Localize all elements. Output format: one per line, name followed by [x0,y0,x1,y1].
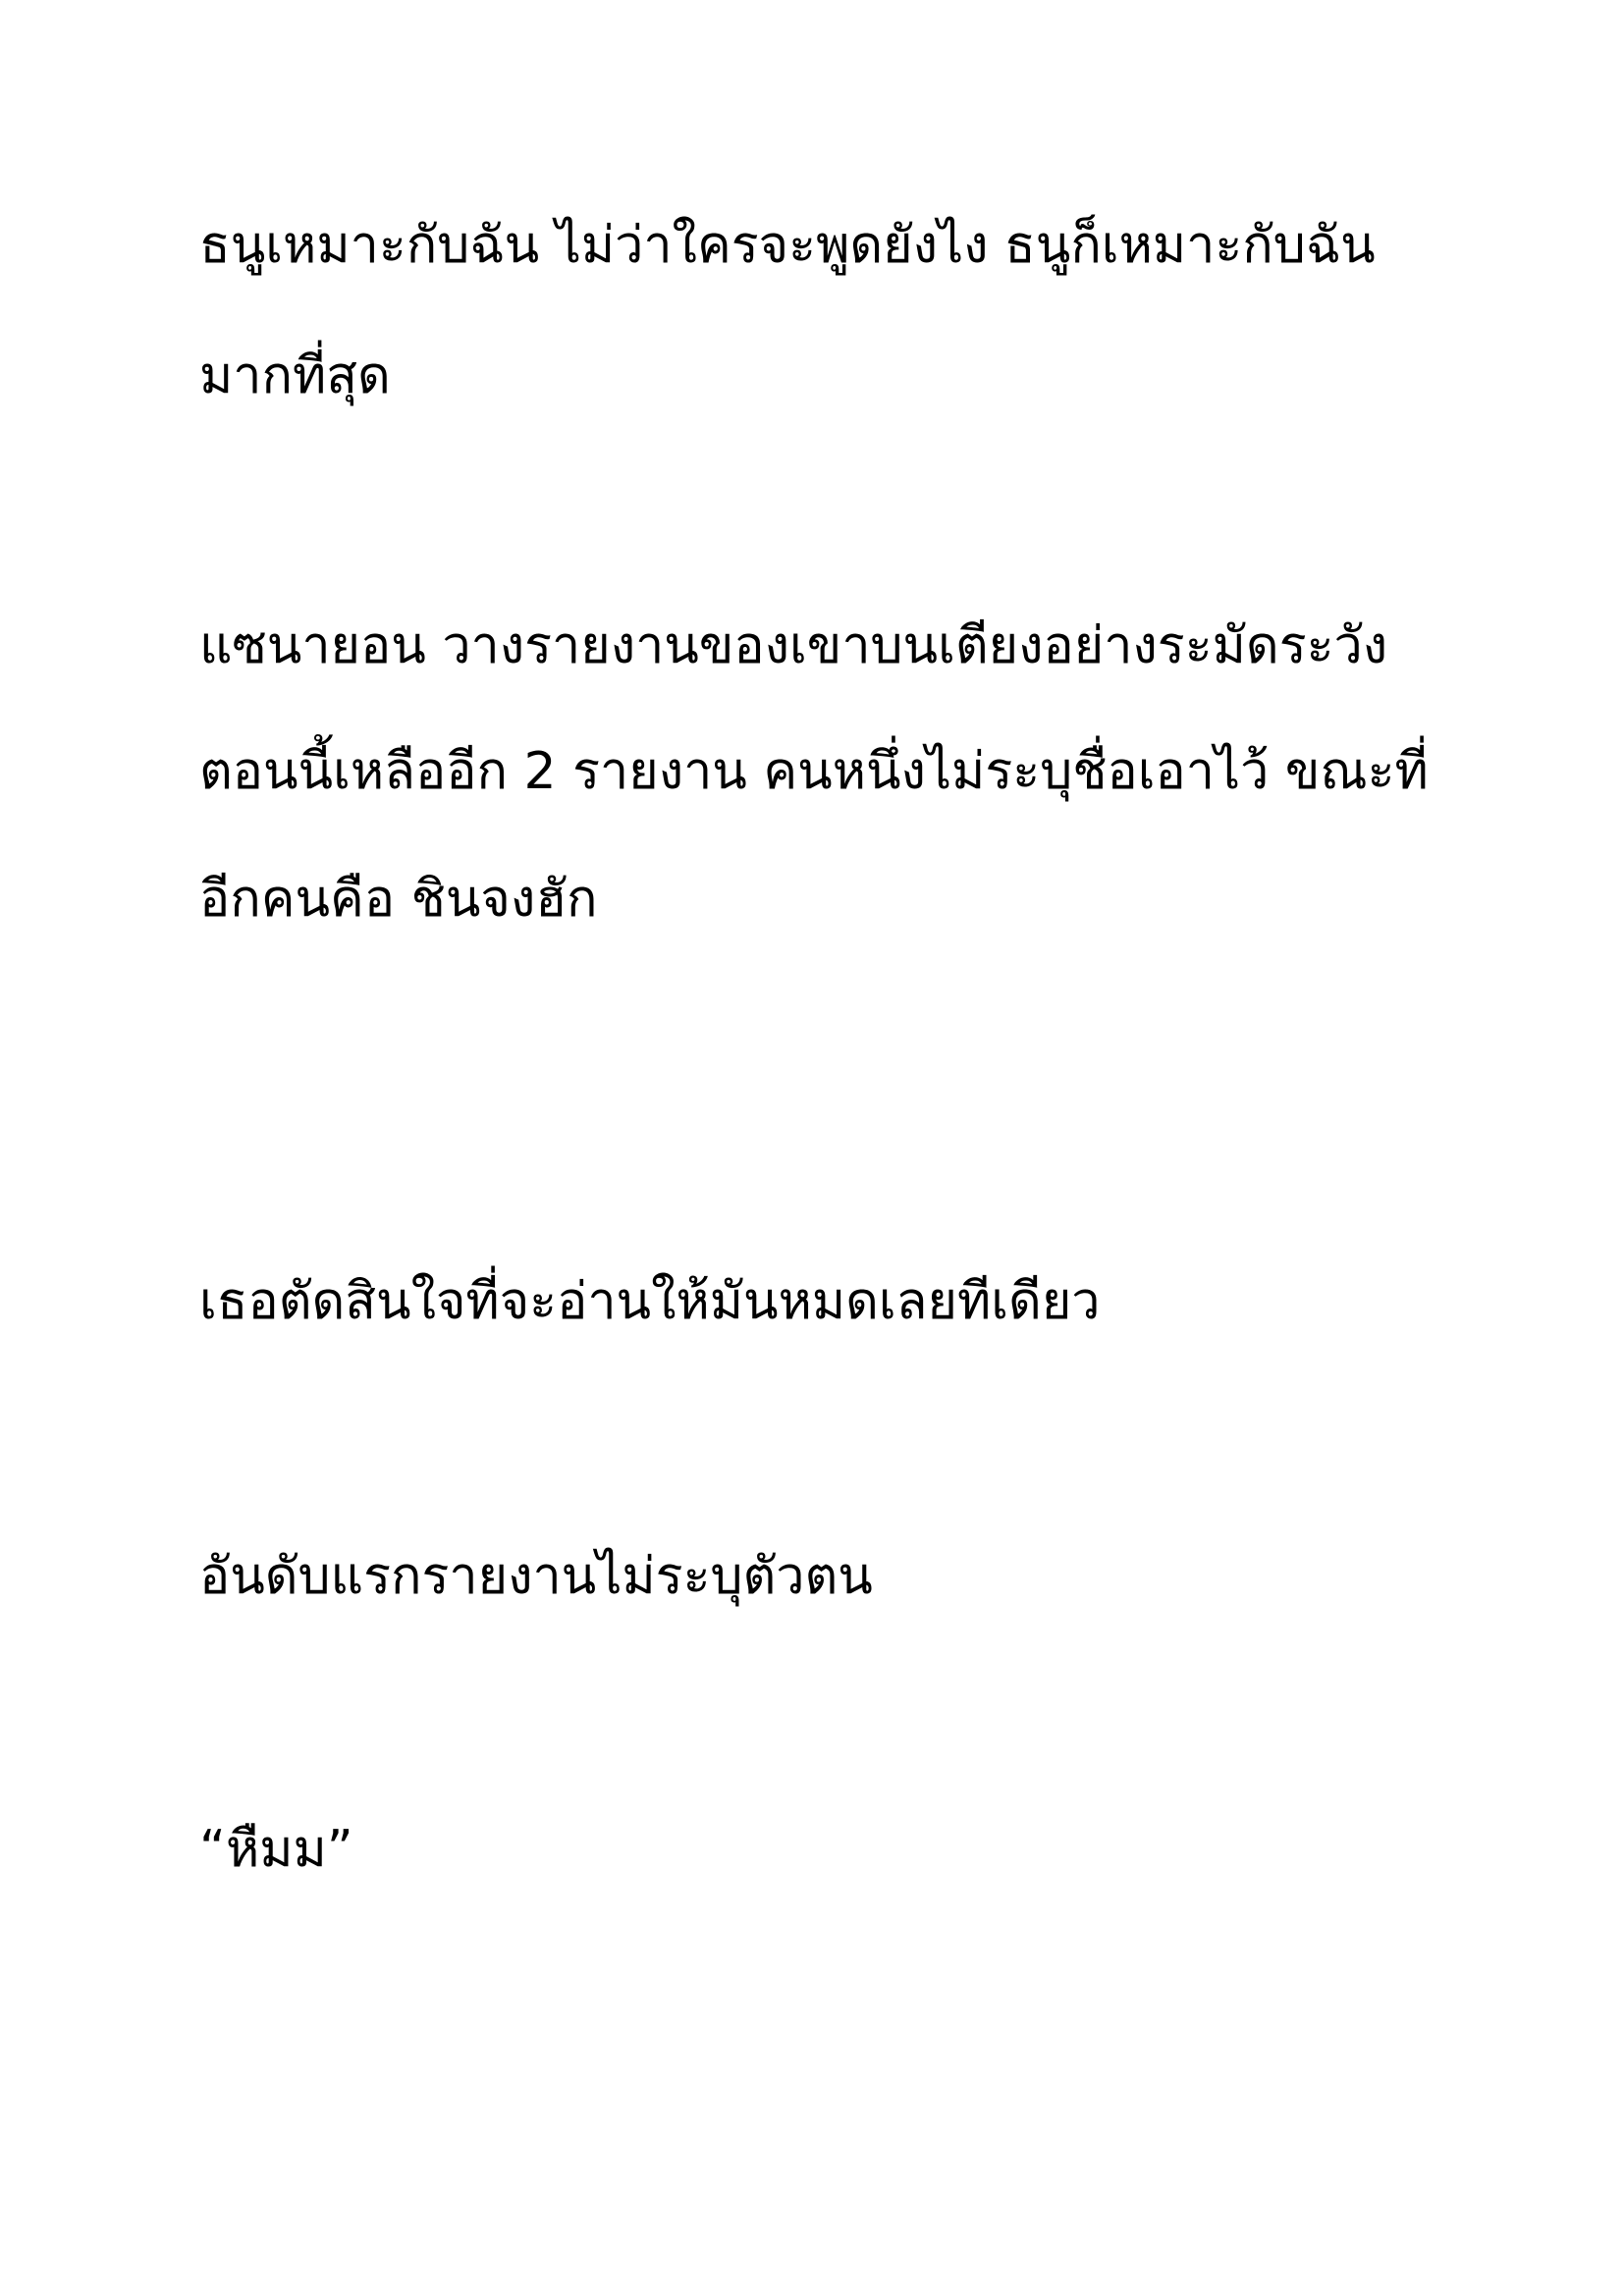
paragraph-1-line-1: ธนูเหมาะกับฉัน ไม่ว่าใครจะพูดยังไง ธนูก็เหมาะกับฉัน [199,216,1376,275]
paragraph-2-line-3: อีกคนคือ ชินจงฮัก [199,870,598,929]
paragraph-1-line-2: มากที่สุด [199,347,391,405]
dialogue-line: “หืมม” [199,1820,353,1879]
paragraph-2-line-1: แซนายอน วางรายงานของเขาบนเตียงอย่างระมัดระวัง [199,616,1388,675]
paragraph-4: อันดับแรกรายงานไม่ระบุตัวตน [199,1547,873,1606]
paragraph-2-line-2: ตอนนี้เหลืออีก 2 รายงาน คนหนึ่งไม่ระบุชื่อเอาไว้ ขณะที่ [199,742,1429,801]
paragraph-3: เธอตัดสินใจที่จะอ่านให้มันหมดเลยทีเดียว [199,1272,1101,1331]
